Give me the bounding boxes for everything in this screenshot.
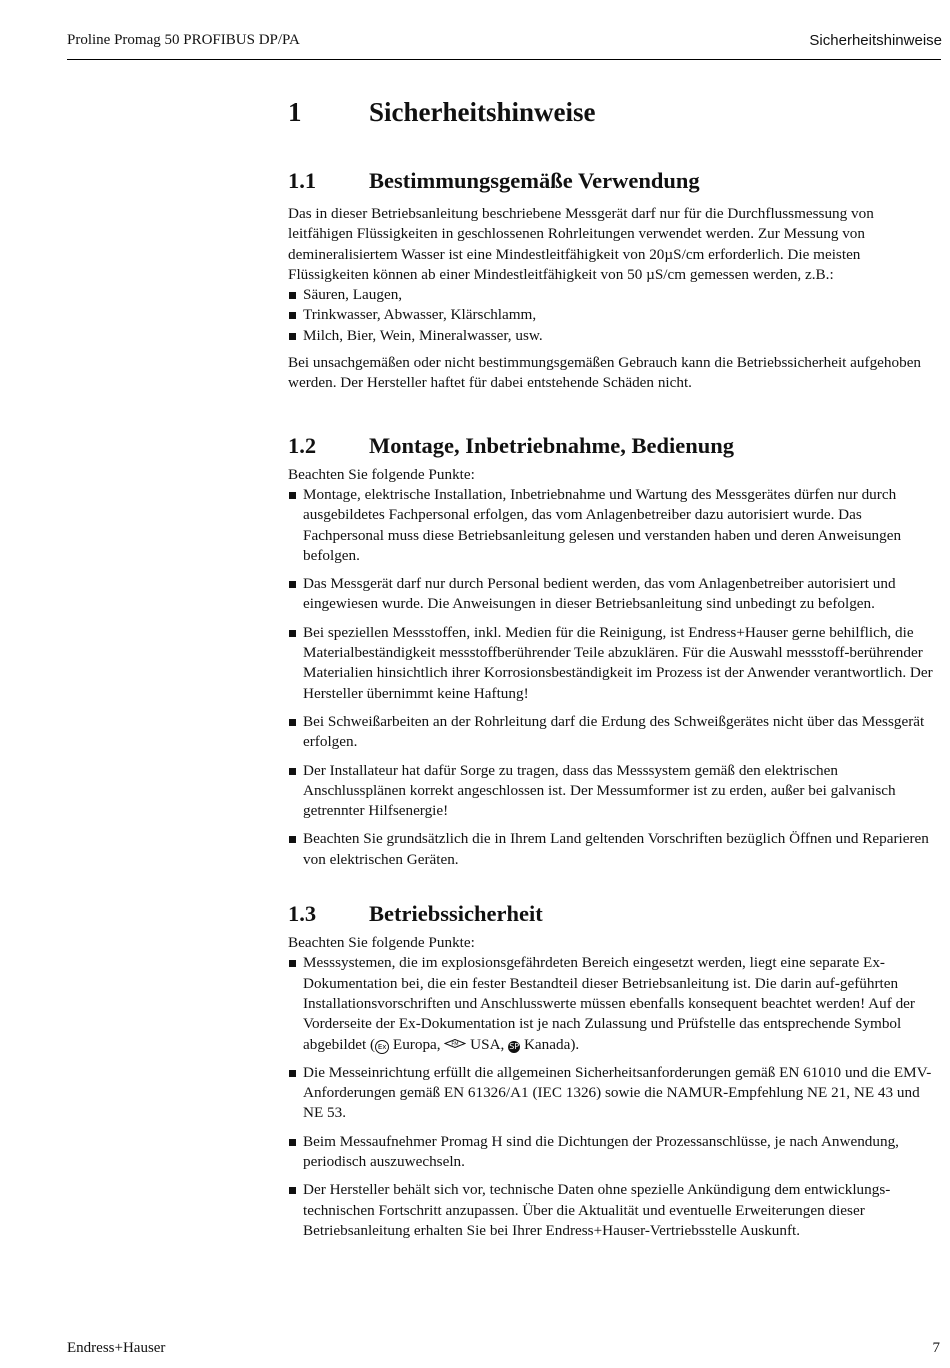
section-heading-1-1: [288, 166, 942, 196]
section-title: Betriebssicherheit: [369, 901, 543, 927]
csa-icon: SP: [509, 1041, 520, 1051]
region-usa: USA,: [470, 1035, 505, 1053]
list-item: Milch, Bier, Wein, Mineralwasser, usw.: [288, 326, 942, 346]
section-number: 1.3: [288, 901, 317, 927]
operational-safety-list: [288, 953, 942, 1241]
running-header-title: Proline Promag 50 PROFIBUS DP/PA: [67, 32, 300, 48]
ex-icon: Ex: [375, 1040, 389, 1054]
header-divider: [67, 59, 941, 60]
list-item: Beachten Sie grundsätzlich die in Ihrem Land geltenden Vorschriften bezüglich Öffnen und Reparieren von elektrischen Geräten.: [288, 829, 942, 870]
lead-text: Beachten Sie folgende Punkte:: [288, 934, 475, 952]
section-number: 1.1: [288, 168, 317, 193]
region-europe: Europa,: [392, 1035, 441, 1053]
list-item: Säuren, Laugen,: [288, 285, 942, 305]
fm-icon: [444, 1039, 466, 1048]
section-heading-1-3: [288, 899, 942, 929]
section-heading-1-2: [288, 431, 942, 461]
paragraph-intended-use: Das in dieser Betriebsanleitung beschriebene Messgerät darf nur für die Durchflussmessung von leitfähigen Flüssigkeiten in geschlossenen Rohrleitungen verwendet werden. Zur Messung von demineralisiertem Wasser ist eine Mindestleitfähigkeit von 20µS/cm erforderlich. Die meisten Flüssigkeiten können ab einer Mindestleitfähigkeit von 50 µS/cm gemessen werden, z.B.:: [288, 205, 874, 283]
list-item: Bei speziellen Messstoffen, inkl. Medien für die Reinigung, ist Endress+Hauser gerne behilflich, die Materialbeständigkeit messstoffberührender Teile abzuklären. Für die Auswahl messstoff-berührender Materialien hinsichtlich ihrer Korrosionsbeständigkeit im Prozess ist der Anwender verantwortlich. Der Hersteller übernimmt keine Haftung!: [288, 623, 942, 704]
lead-text: Beachten Sie folgende Punkte:: [288, 465, 475, 483]
list-item-text: Messsystemen, die im explosionsgefährdeten Bereich eingesetzt werden, liegt eine separate Ex-Dokumentation bei, die ein fester Bestandteil dieser Betriebsanleitung ist. Die darin auf-geführten Installationsvorschriften und Anschlusswerte müssen ebenfalls konsequent beachtet werden! Auf der Vorderseite der Ex-Dokumentation ist je nach Zulassung und Prüfstelle das entsprechende Symbol abgebildet (: [303, 954, 915, 1053]
chapter-number: 1: [288, 96, 302, 127]
list-item-ex-documentation: [288, 953, 942, 1054]
list-item: Beim Messaufnehmer Promag H sind die Dichtungen der Prozessanschlüsse, je nach Anwendung, periodisch auszuwechseln.: [288, 1132, 942, 1173]
page-number: 7: [932, 1340, 940, 1356]
list-item: Trinkwasser, Abwasser, Klärschlamm,: [288, 305, 942, 325]
page-content: [288, 92, 942, 1249]
region-canada: Kanada).: [523, 1035, 580, 1053]
list-item: Das Messgerät darf nur durch Personal bedient werden, das vom Anlagenbetreiber autorisiert und eingewiesen wurde. Die Anweisungen in dieser Betriebsanleitung sind unbedingt zu befolgen.: [288, 574, 942, 615]
list-item: Montage, elektrische Installation, Inbetriebnahme und Wartung des Messgerätes dürfen nur durch ausgebildetes Fachpersonal erfolgen, das vom Anlagenbetreiber dazu autorisiert wurde. Das Fachpersonal muss diese Betriebsanleitung gelesen und verstanden haben und deren Anweisungen befolgen.: [288, 485, 942, 566]
list-item: Die Messeinrichtung erfüllt die allgemeinen Sicherheitsanforderungen gemäß EN 61010 und die EMV-Anforderungen gemäß EN 61326/A1 (IEC 1326) sowie die NAMUR-Empfehlung NE 21, NE 43 und NE 53.: [288, 1063, 942, 1124]
list-item: Der Installateur hat dafür Sorge zu tragen, dass das Messsystem gemäß den elektrischen Anschlussplänen korrekt angeschlossen ist. Der Messumformer ist zu erden, außer bei galvanisch getrennter Hilfsenergie!: [288, 761, 942, 822]
chapter-title: Sicherheitshinweise: [369, 96, 596, 127]
list-item: Bei Schweißarbeiten an der Rohrleitung darf die Erdung des Schweißgerätes nicht über das Messgerät erfolgen.: [288, 712, 942, 753]
section-title: Bestimmungsgemäße Verwendung: [369, 168, 700, 193]
footer-brand: Endress+Hauser: [67, 1340, 166, 1356]
paragraph-liability: Bei unsachgemäßen oder nicht bestimmungsgemäßen Gebrauch kann die Betriebssicherheit aufgehoben werden. Der Hersteller haftet für dabei entstehende Schäden nicht.: [288, 354, 922, 392]
running-header-section: Sicherheitshinweise: [809, 32, 942, 49]
section-number: 1.2: [288, 432, 317, 458]
installation-list: [288, 485, 942, 870]
section-title: Montage, Inbetriebnahme, Bedienung: [369, 432, 735, 458]
chapter-heading: [288, 92, 942, 132]
svg-text:FM: FM: [451, 1040, 459, 1047]
list-item: Der Hersteller behält sich vor, technische Daten ohne spezielle Ankündigung dem entwicklungs-technischen Fortschritt anzupassen. Über die Aktualität und eventuelle Erweiterungen dieser Betriebsanleitung erhalten Sie bei Ihrer Endress+Hauser-Vertriebsstelle Auskunft.: [288, 1180, 942, 1241]
fluid-list: [288, 285, 942, 346]
